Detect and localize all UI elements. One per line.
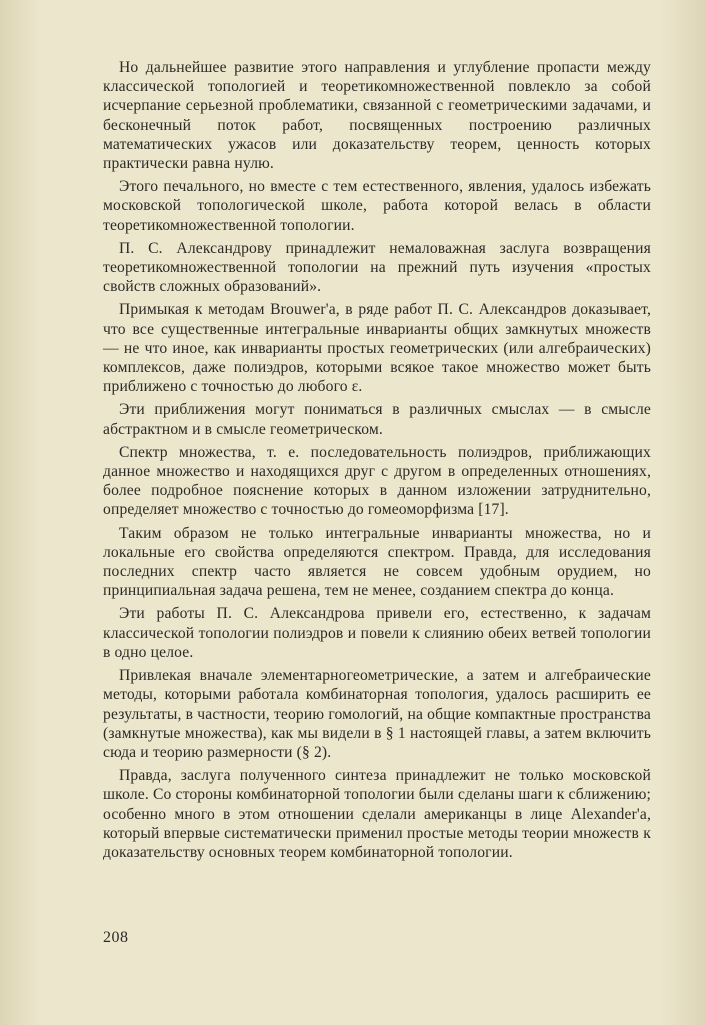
page-number: 208: [103, 929, 129, 946]
paragraph: Привлекая вначале элементарногеометрические, а затем и алгебраические методы, которыми работала комбинаторная топология, удалось расширить ее результаты, в частности, теорию гомологий, на общие компактные пространства (замкнутые множества), как мы видели в § 1 настоящей главы, а затем включить сюда и теорию размерности (§ 2).: [103, 667, 651, 761]
paragraph: Этого печального, но вместе с тем естественного, явления, удалось избежать московской топологической школе, работа которой велась в области теоретикомножественной топологии.: [103, 178, 651, 234]
paragraph: Примыкая к методам Brouwer'а, в ряде работ П. С. Александров доказывает, что все существенные интегральные инварианты общих замкнутых множеств — не что иное, как инварианты простых геометрических (или алгебраических) комплексов, даже полиэдров, которыми всякое такое множество может быть приближено с точностью до любого ε.: [103, 301, 651, 396]
paragraph: П. С. Александрову принадлежит немаловажная заслуга возвращения теоретикомножественной топологии на прежний путь изучения «простых свойств сложных образований».: [103, 239, 651, 296]
paragraph: Но дальнейшее развитие этого направления и углубление пропасти между классической топологией и теоретикомножественной повлекло за собой исчерпание серьезной проблематики, связанной с геометрическими задачами, и бесконечный поток работ, посвященных построению различных математических ужасов или доказательству теорем, ценность которых практически равна нулю.: [103, 59, 651, 173]
page-body-text: [103, 58, 651, 866]
paragraph: Эти работы П. С. Александрова привели его, естественно, к задачам классической топологии полиэдров и повели к слиянию обеих ветвей топологии в одно целое.: [103, 605, 651, 661]
paragraph: Таким образом не только интегральные инварианты множества, но и локальные его свойства определяются спектром. Правда, для исследования последних спектр часто является не совсем удобным орудием, но принципиальная задача решена, тем не менее, созданием спектра до конца.: [103, 524, 651, 600]
paragraph: Спектр множества, т. е. последовательность полиэдров, приближающих данное множество и находящихся друг с другом в определенных отношениях, более подробное пояснение которых в данном изложении затруднительно, определяет множество с точностью до гомеоморфизма [17].: [103, 443, 651, 519]
paragraph: Правда, заслуга полученного синтеза принадлежит не только московской школе. Со стороны комбинаторной топологии были сделаны шаги к сближению; особенно много в этом отношении сделали американцы в лице Alexander'а, который впервые систематически применил простые методы теории множеств к доказательству основных теорем комбинаторной топологии.: [103, 767, 651, 861]
paragraph: Эти приближения могут пониматься в различных смыслах — в смысле абстрактном и в смысле геометрическом.: [103, 401, 651, 438]
